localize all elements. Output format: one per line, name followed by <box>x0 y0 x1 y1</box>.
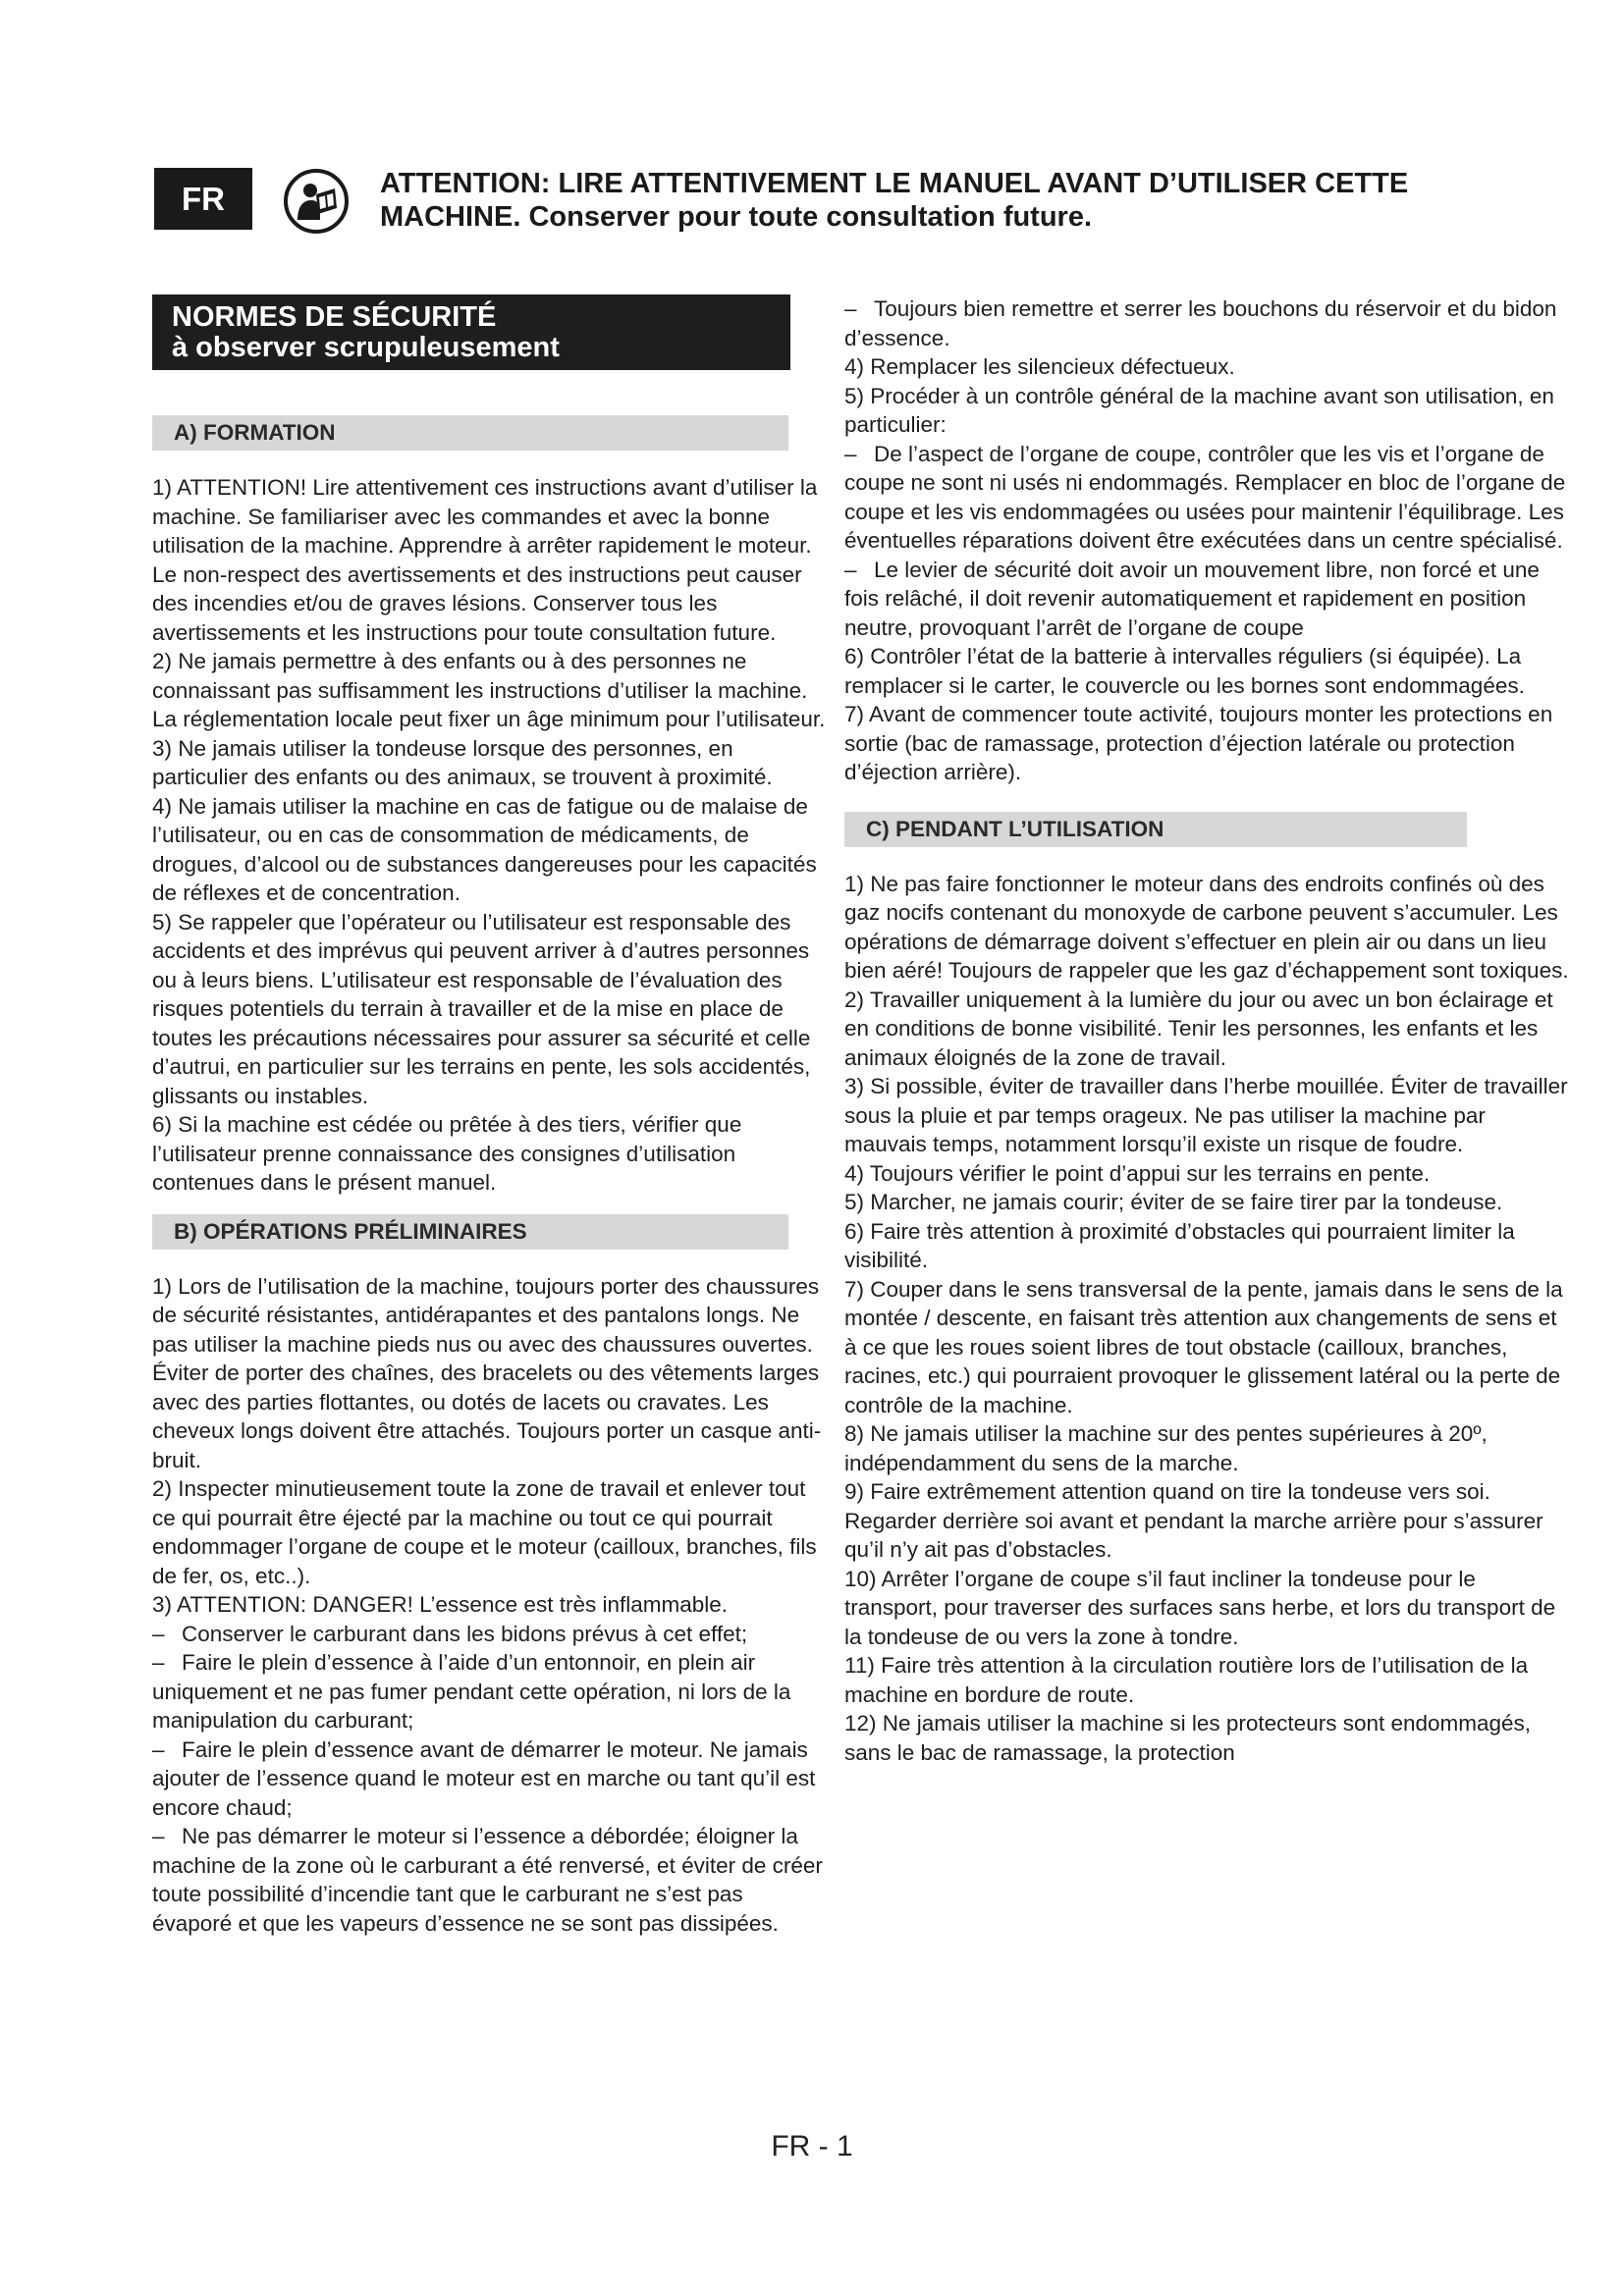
section-b-paragraph: 1) Lors de l’utilisation de la machine, toujours porter des chaussures de sécurité résistantes, antidérapantes et des pantalons longs. Ne pas utiliser la machine pieds nus ou avec des chaussures ouvertes. Éviter de porter des chaînes, des bracelets ou des vêtements larges avec des parties flottantes, ou dotés de lacets ou cravates. Les cheveux longs doivent être attachés. Toujours porter un casque anti-bruit. <box>152 1273 822 1472</box>
dash-list-item: – Faire le plein d’essence avant de démarrer le moteur. Ne jamais ajouter de l’essence quand le moteur est en marche ou tant qu’il est encore chaud; <box>152 1736 816 1820</box>
header-warning-title: ATTENTION: LIRE ATTENTIVEMENT LE MANUEL AVANT D’UTILISER CETTE MACHINE. Conserver pour toute consultation future. <box>380 168 1409 233</box>
section-c-paragraph: 5) Marcher, ne jamais courir; éviter de se faire tirer par la tondeuse. <box>844 1190 1503 1214</box>
section-b-paragraph: 7) Avant de commencer toute activité, toujours monter les protections en sortie (bac de ramassage, protection d’éjection latérale ou protection d’éjection arrière). <box>844 702 1553 784</box>
section-c-paragraph: 1) Ne pas faire fonctionner le moteur dans des endroits confinés où des gaz nocifs contenant du monoxyde de carbone peuvent s’accumuler. Les opérations de démarrage doivent s’effectuer en plein air ou dans un lieu bien aéré! Toujours de rappeler que les gaz d’échappement sont toxiques. <box>844 871 1569 983</box>
section-c-paragraph: 11) Faire très attention à la circulation routière lors de l’utilisation de la machine en bordure de route. <box>844 1653 1529 1707</box>
dash-list-item: – Le levier de sécurité doit avoir un mouvement libre, non forcé et une fois relâché, il doit revenir automatiquement et rapidement en position neutre, provoquant l’arrêt de l’organe de coupe <box>844 557 1540 640</box>
page-number: FR - 1 <box>771 2130 853 2163</box>
dash-list-item: – Faire le plein d’essence à l’aide d’un entonnoir, en plein air uniquement et ne pas fumer pendant cette opération, ni lors de la manipulation du carburant; <box>152 1650 791 1733</box>
section-a-paragraph: 6) Si la machine est cédée ou prêtée à des tiers, vérifier que l’utilisateur prenne connaissance des consignes d’utilisation contenues dans le présent manuel. <box>152 1112 742 1195</box>
section-c-paragraph: 10) Arrêter l’organe de coupe s’il faut incliner la tondeuse pour le transport, pour traverser des surfaces sans herbe, et lors du transport de la tondeuse de ou vers la zone à tondre. <box>844 1566 1556 1649</box>
section-a-paragraph: 1) ATTENTION! Lire attentivement ces instructions avant d’utiliser la machine. Se familiariser avec les commandes et avec la bonne utilisation de la machine. Apprendre à arrêter rapidement le moteur. Le non-respect des avertissements et des instructions peut causer des incendies et/ou de graves lésions. Conserver tous les avertissements et les instructions pour toute consultation future. <box>152 475 818 645</box>
section-c-heading: C) PENDANT L’UTILISATION <box>844 812 1467 847</box>
dash-list-item: – Toujours bien remettre et serrer les bouchons du réservoir et du bidon d’essence. <box>844 296 1557 350</box>
section-b-paragraph: 4) Remplacer les silencieux défectueux. <box>844 354 1235 379</box>
dash-list-item: – Conserver le carburant dans les bidons prévus à cet effet; <box>152 1621 748 1646</box>
section-b-paragraph: 2) Inspecter minutieusement toute la zone de travail et enlever tout ce qui pourrait être éjecté par la machine ou tout ce qui pourrait endommager l’organe de coupe et le moteur (cailloux, branches, fils de fer, os, etc..). <box>152 1476 817 1588</box>
section-b-paragraph: 6) Contrôler l’état de la batterie à intervalles réguliers (si équipée). La remplacer si le carter, le couvercle ou les bornes sont endommagées. <box>844 644 1525 698</box>
section-a-heading: A) FORMATION <box>152 415 788 451</box>
section-c-paragraph: 3) Si possible, éviter de travailler dans l’herbe mouillée. Éviter de travailler sous la pluie et par temps orageux. Ne pas utiliser la machine par mauvais temps, notamment lorsqu’il existe un risque de foudre. <box>844 1074 1568 1156</box>
section-c-paragraph: 4) Toujours vérifier le point d’appui sur les terrains en pente. <box>844 1160 1431 1186</box>
left-column <box>152 294 828 1938</box>
section-b-paragraph: 3) ATTENTION: DANGER! L’essence est très inflammable. <box>152 1592 729 1617</box>
main-heading-line1: NORMES DE SÉCURITÉ <box>172 301 497 333</box>
section-c-paragraph: 6) Faire très attention à proximité d’obstacles qui pourraient limiter la visibilité. <box>844 1218 1515 1272</box>
right-column <box>844 294 1571 1767</box>
safety-main-heading <box>152 294 790 370</box>
section-a-paragraph: 3) Ne jamais utiliser la tondeuse lorsque des personnes, en particulier des enfants ou des animaux, se trouvent à proximité. <box>152 735 773 789</box>
section-a-paragraph: 5) Se rappeler que l’opérateur ou l’utilisateur est responsable des accidents et des imprévus qui peuvent arriver à d’autres personnes ou à leurs biens. L’utilisateur est responsable de l’évaluation des risques potentiels du terrain à travailler et de la mise en place de toutes les précautions nécessaires pour assurer sa sécurité et celle d’autrui, en particulier sur les terrains en pente, les sols accidentés, glissants ou instables. <box>152 909 811 1108</box>
section-c-paragraph: 9) Faire extrêmement attention quand on tire la tondeuse vers soi. Regarder derrière soi avant et pendant la marche arrière pour s’assurer qu’il n’y ait pas d’obstacles. <box>844 1479 1543 1562</box>
section-c-paragraph: 7) Couper dans le sens transversal de la pente, jamais dans le sens de la montée / descente, en faisant très attention aux changements de sens et à ce que les roues soient libres de tout obstacle (cailloux, branches, racines, etc.) qui pourraient provoquer le glissement latéral ou la perte de contrôle de la machine. <box>844 1276 1563 1417</box>
section-b-paragraph: 5) Procéder à un contrôle général de la machine avant son utilisation, en particulier: <box>844 383 1554 437</box>
read-manual-icon <box>284 169 349 234</box>
main-heading-line2: à observer scrupuleusement <box>172 332 560 363</box>
language-badge: FR <box>154 168 252 230</box>
section-b-heading: B) OPÉRATIONS PRÉLIMINAIRES <box>152 1214 788 1250</box>
dash-list-item: – De l’aspect de l’organe de coupe, contrôler que les vis et l’organe de coupe ne sont ni usés ni endommagés. Remplacer en bloc de l’organe de coupe et les vis endommagées ou usées pour maintenir l’équilibrage. Les éventuelles réparations doivent être exécutées dans un centre spécialisé. <box>844 441 1566 553</box>
section-c-paragraph: 8) Ne jamais utiliser la machine sur des pentes supérieures à 20º, indépendamment du sens de la marche. <box>844 1421 1488 1475</box>
dash-list-item: – Ne pas démarrer le moteur si l’essence a débordée; éloigner la machine de la zone où le carburant a été renversé, et éviter de créer toute possibilité d’incendie tant que le carburant ne s’est pas évaporé et que les vapeurs d’essence ne se sont pas dissipées. <box>152 1824 823 1936</box>
section-a-paragraph: 4) Ne jamais utiliser la machine en cas de fatigue ou de malaise de l’utilisateur, ou en cas de consommation de médicaments, de drogues, d’alcool ou de substances dangereuses pour les capacités de réflexes et de concentration. <box>152 793 817 905</box>
section-c-paragraph: 12) Ne jamais utiliser la machine si les protecteurs sont endommagés, sans le bac de ramassage, la protection <box>844 1711 1532 1765</box>
section-a-paragraph: 2) Ne jamais permettre à des enfants ou à des personnes ne connaissant pas suffisamment les instructions d’utiliser la machine. La réglementation locale peut fixer un âge minimum pour l’utilisateur. <box>152 649 826 731</box>
section-c-paragraph: 2) Travailler uniquement à la lumière du jour ou avec un bon éclairage et en conditions de bonne visibilité. Tenir les personnes, les enfants et les animaux éloignés de la zone de travail. <box>844 987 1553 1070</box>
